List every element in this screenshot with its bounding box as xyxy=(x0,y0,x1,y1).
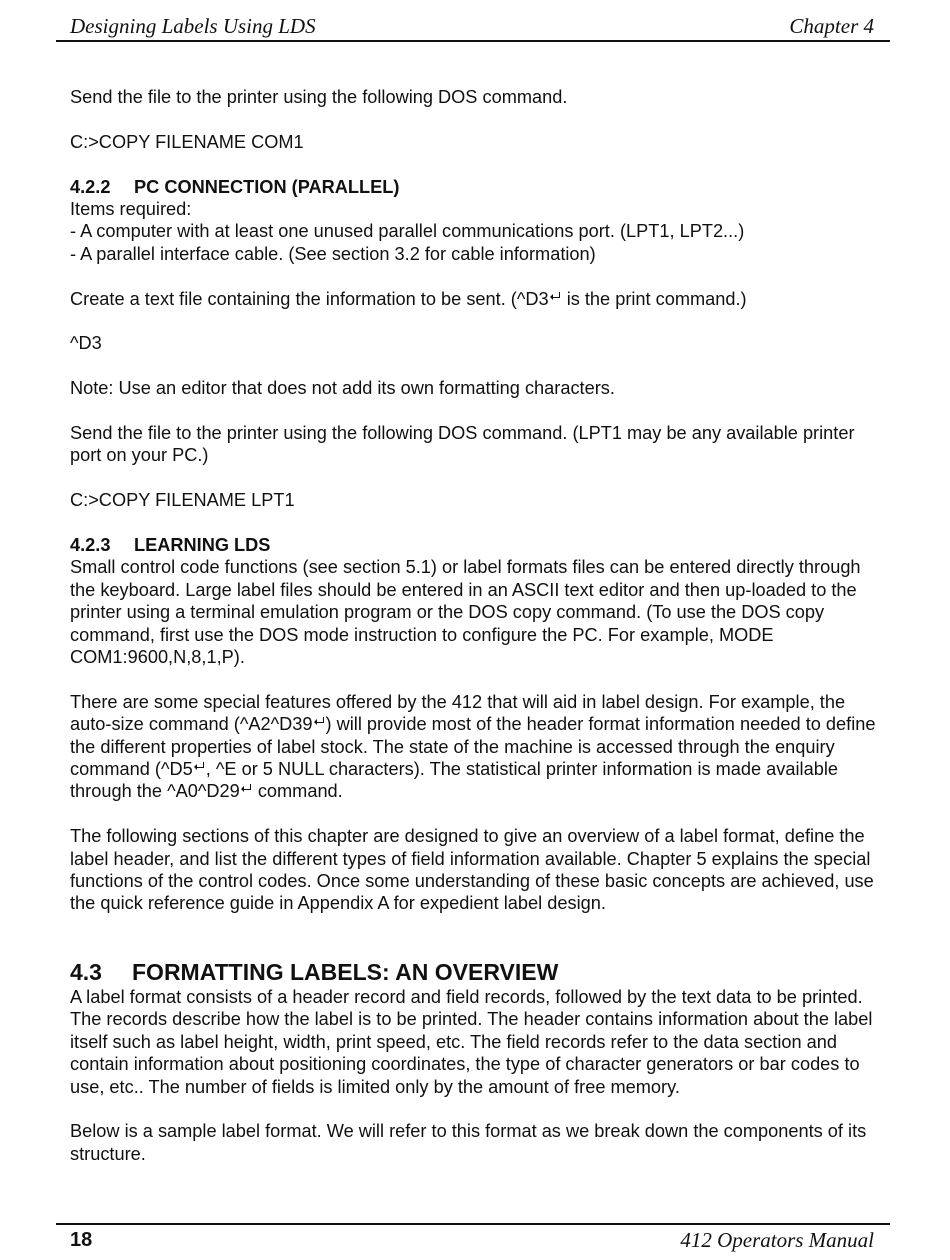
list-item: - A parallel interface cable. (See section 3.2 for cable information) xyxy=(70,243,596,264)
paragraph-send-file-lpt: Send the file to the printer using the following DOS command. (LPT1 may be any available printer port on your PC.) xyxy=(70,423,855,466)
return-icon xyxy=(314,719,325,725)
section-4-2-2 xyxy=(70,176,880,266)
return-icon xyxy=(241,786,252,792)
paragraph-label-format: A label format consists of a header record and field records, followed by the text data to be printed. The records describe how the label is to be printed. The header contains information about the label itself such as label height, width, print speed, etc. The field records refer to the data section and contain information about positioning coordinates, the type of character generators or bar codes to use, etc.. The number of fields is limited only by the amount of free memory. xyxy=(70,986,873,1097)
list-item: - A computer with at least one unused parallel communications port. (LPT1, LPT2...) xyxy=(70,221,745,242)
header-document-title: Designing Labels Using LDS xyxy=(70,14,316,38)
command-copy-lpt1: C:>COPY FILENAME LPT1 xyxy=(70,490,295,511)
paragraph-learning-lds: Small control code functions (see section 5.1) or label formats files can be entered directly through the keyboard. Large label files should be entered in an ASCII text editor and then up-loaded to the printer using a terminal emulation program or the DOS copy command. (To use the DOS copy command, first use the DOS mode instruction to configure the PC. For example, MODE COM1:9600,N,8,1,P). xyxy=(70,557,861,668)
command-copy-com1: C:>COPY FILENAME COM1 xyxy=(70,131,304,152)
section-number: 4.2.2 xyxy=(70,176,111,197)
paragraph-send-file: Send the file to the printer using the following DOS command. xyxy=(70,87,568,107)
paragraph-create-file: Create a text file containing the information to be sent. (^D3 is the print command.) xyxy=(70,288,747,309)
return-icon xyxy=(550,294,561,300)
paragraph-special-features: There are some special features offered by the 412 that will aid in label design. For example, the auto-size command (^A2^D39 ) will provide most of the header format information needed to define the different properties of label stock. The state of the machine is accessed through the enquiry command (^D5 , ^E or 5 NULL characters). The statistical printer information is made available through the ^A0^D29 command. xyxy=(70,691,876,802)
footer-manual-title: 412 Operators Manual xyxy=(680,1228,874,1252)
page-header xyxy=(56,10,890,42)
section-heading xyxy=(70,176,880,198)
section-number: 4.3 xyxy=(70,958,102,985)
paragraph-following-sections: The following sections of this chapter are designed to give an overview of a label format, define the label header, and list the different types of field information available. Chapter 5 explains the special functions of the control codes. Once some understanding of these basic concepts are achieved, use the quick reference guide in Appendix A for expedient label design. xyxy=(70,826,874,914)
command-d3: ^D3 xyxy=(70,333,102,354)
section-title: PC CONNECTION (PARALLEL) xyxy=(134,176,400,197)
section-heading-4-3 xyxy=(70,959,880,985)
section-heading xyxy=(70,534,880,556)
section-number: 4.2.3 xyxy=(70,535,111,555)
page-number: 18 xyxy=(70,1229,93,1251)
return-icon xyxy=(194,764,205,770)
section-title: LEARNING LDS xyxy=(134,535,271,555)
paragraph-note: Note: Use an editor that does not add its own formatting characters. xyxy=(70,378,615,399)
paragraph-sample-format: Below is a sample label format. We will refer to this format as we break down the components of its structure. xyxy=(70,1121,867,1164)
section-4-2-3 xyxy=(70,534,880,668)
page-footer xyxy=(56,1223,890,1257)
items-required-line: Items required: xyxy=(70,199,192,219)
page-content xyxy=(70,86,880,1188)
section-title: FORMATTING LABELS: AN OVERVIEW xyxy=(132,958,559,985)
header-chapter: Chapter 4 xyxy=(789,14,874,38)
